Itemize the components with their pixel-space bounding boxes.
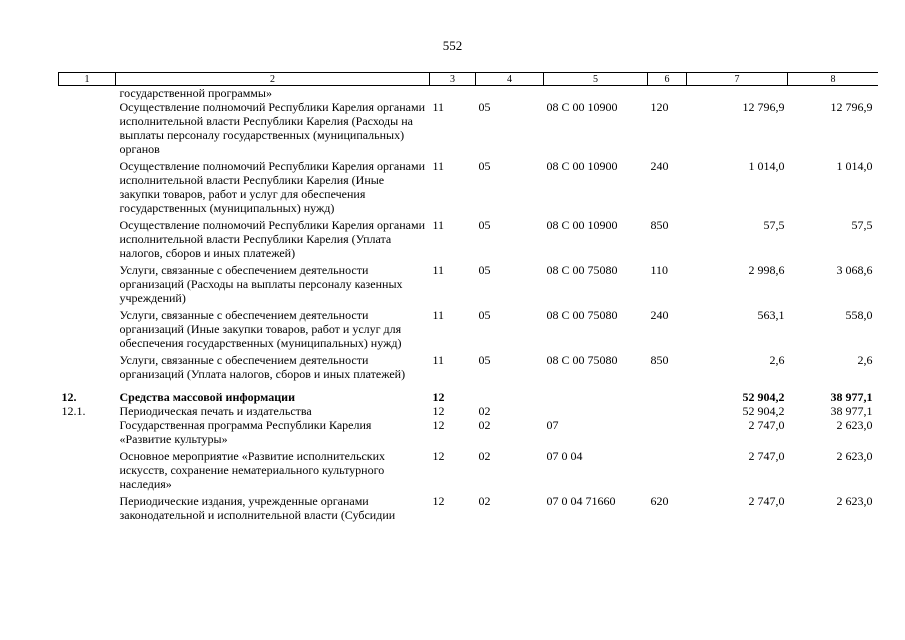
item-name-cell: Осуществление полномочий Республики Карелия органами исполнительной власти Республики Карелия (Расходы на выплаты персоналу государственных (муниципальных) органов xyxy=(119,100,426,156)
expense-type-cell xyxy=(648,418,687,449)
target-article-cell: 07 0 04 71660 xyxy=(546,494,616,508)
table-body xyxy=(59,86,879,526)
section-code-cell: 11 xyxy=(432,308,445,322)
item-name-cell: Осуществление полномочий Республики Карелия органами исполнительной власти Республики Карелия (Иные закупки товаров, работ и услуг для обеспечения государственных (муниципальных) нужд) xyxy=(119,159,426,215)
amount-year-2-cell: 3 068,6 xyxy=(836,263,873,277)
table-row xyxy=(59,159,879,218)
subsection-code-cell: 05 xyxy=(478,353,491,367)
section-code-cell: 12 xyxy=(432,494,445,508)
row-number-cell xyxy=(59,263,116,308)
column-header: 3 xyxy=(430,73,476,86)
expense-type-cell: 240 xyxy=(650,308,669,322)
table-row xyxy=(59,494,879,525)
section-code-cell: 11 xyxy=(432,159,445,173)
row-number-cell xyxy=(59,494,116,525)
target-article-cell: 07 xyxy=(546,418,559,432)
section-code-cell: 11 xyxy=(432,353,445,367)
item-name-cell: Услуги, связанные с обеспечением деятельности организаций (Расходы на выплаты персоналу казенных учреждений) xyxy=(119,263,403,305)
subsection-code-cell: 05 xyxy=(478,263,491,277)
amount-year-2-cell: 2 623,0 xyxy=(836,449,873,463)
budget-table-sheet xyxy=(58,72,878,640)
amount-year-1-cell: 52 904,2 xyxy=(742,390,785,404)
column-header: 8 xyxy=(788,73,879,86)
expense-type-cell: 110 xyxy=(650,263,669,277)
section-code-cell: 12 xyxy=(432,404,445,418)
subsection-code-cell xyxy=(476,390,544,404)
amount-year-1-cell: 2,6 xyxy=(769,353,785,367)
amount-year-2-cell: 12 796,9 xyxy=(830,100,873,114)
section-code-cell: 12 xyxy=(432,449,445,463)
amount-year-1-cell: 52 904,2 xyxy=(742,404,785,418)
amount-year-2-cell: 38 977,1 xyxy=(830,390,873,404)
row-number-cell xyxy=(59,353,116,384)
amount-year-1-cell: 2 747,0 xyxy=(748,494,785,508)
amount-year-2-cell: 1 014,0 xyxy=(836,159,873,173)
amount-year-1-cell: 12 796,9 xyxy=(742,100,785,114)
row-number-cell xyxy=(59,418,116,449)
continuation-text: государственной программы» xyxy=(119,86,272,100)
subsection-code-cell: 05 xyxy=(478,218,491,232)
expense-type-cell: 620 xyxy=(650,494,669,508)
table-row xyxy=(59,218,879,263)
amount-year-1-cell: 2 998,6 xyxy=(748,263,785,277)
table-row xyxy=(59,100,879,159)
column-header: 4 xyxy=(476,73,544,86)
expense-type-cell: 240 xyxy=(650,159,669,173)
expense-type-cell xyxy=(648,449,687,494)
item-name-cell: Периодическая печать и издательства xyxy=(119,404,312,418)
row-number-cell xyxy=(59,449,116,494)
column-number-header xyxy=(59,73,879,86)
item-name-cell: Государственная программа Республики Карелия «Развитие культуры» xyxy=(119,418,372,446)
item-name-cell: Услуги, связанные с обеспечением деятельности организаций (Иные закупки товаров, работ и услуг для обеспечения государственных (муниципальных) нужд) xyxy=(119,308,402,350)
continuation-row xyxy=(59,86,879,101)
table-row xyxy=(59,308,879,353)
budget-table xyxy=(58,72,878,525)
page-number: 552 xyxy=(442,38,463,53)
expense-type-cell: 120 xyxy=(650,100,669,114)
expense-type-cell xyxy=(648,404,687,418)
subsection-code-cell: 02 xyxy=(478,494,491,508)
table-row xyxy=(59,390,879,404)
amount-year-2-cell: 38 977,1 xyxy=(830,404,873,418)
amount-year-1-cell: 57,5 xyxy=(763,218,785,232)
subsection-code-cell: 02 xyxy=(478,449,491,463)
amount-year-1-cell: 2 747,0 xyxy=(748,418,785,432)
column-header: 7 xyxy=(687,73,788,86)
item-name-cell: Услуги, связанные с обеспечением деятельности организаций (Уплата налогов, сборов и иных платежей) xyxy=(119,353,406,381)
amount-year-1-cell: 2 747,0 xyxy=(748,449,785,463)
subsection-code-cell: 05 xyxy=(478,308,491,322)
table-row xyxy=(59,418,879,449)
subsection-code-cell: 02 xyxy=(478,418,491,432)
column-header: 6 xyxy=(648,73,687,86)
amount-year-1-cell: 563,1 xyxy=(757,308,785,322)
target-article-cell xyxy=(544,404,648,418)
section-code-cell: 11 xyxy=(432,100,445,114)
column-header: 2 xyxy=(116,73,430,86)
row-number-cell xyxy=(59,100,116,159)
target-article-cell xyxy=(544,390,648,404)
table-row xyxy=(59,263,879,308)
subsection-code-cell: 02 xyxy=(478,404,491,418)
target-article-cell: 08 С 00 75080 xyxy=(546,353,618,367)
row-number-cell: 12.1. xyxy=(61,404,86,418)
item-name-cell: Основное мероприятие «Развитие исполнительских искусств, сохранение нематериального культурного наследия» xyxy=(119,449,386,491)
item-name-cell: Периодические издания, учрежденные органами законодательной и исполнительной власти (Субсидии xyxy=(119,494,396,522)
target-article-cell: 08 С 00 75080 xyxy=(546,263,618,277)
row-number-cell xyxy=(59,308,116,353)
row-number-cell: 12. xyxy=(61,390,77,404)
section-code-cell: 11 xyxy=(432,218,445,232)
section-code-cell: 12 xyxy=(432,390,445,404)
amount-year-2-cell: 2 623,0 xyxy=(836,494,873,508)
subsection-code-cell: 05 xyxy=(478,159,491,173)
amount-year-2-cell: 2 623,0 xyxy=(836,418,873,432)
item-name-cell: Осуществление полномочий Республики Карелия органами исполнительной власти Республики Карелия (Уплата налогов, сборов и иных платежей) xyxy=(119,218,426,260)
amount-year-2-cell: 2,6 xyxy=(857,353,873,367)
target-article-cell: 08 С 00 10900 xyxy=(546,159,618,173)
amount-year-2-cell: 558,0 xyxy=(845,308,873,322)
section-code-cell: 12 xyxy=(432,418,445,432)
row-number-cell xyxy=(59,218,116,263)
subsection-code-cell: 05 xyxy=(478,100,491,114)
expense-type-cell: 850 xyxy=(650,218,669,232)
row-number-cell xyxy=(59,159,116,218)
table-row xyxy=(59,449,879,494)
expense-type-cell: 850 xyxy=(650,353,669,367)
column-header: 1 xyxy=(59,73,116,86)
amount-year-2-cell: 57,5 xyxy=(851,218,873,232)
target-article-cell: 08 С 00 10900 xyxy=(546,100,618,114)
section-code-cell: 11 xyxy=(432,263,445,277)
target-article-cell: 08 С 00 10900 xyxy=(546,218,618,232)
column-header: 5 xyxy=(544,73,648,86)
amount-year-1-cell: 1 014,0 xyxy=(748,159,785,173)
expense-type-cell xyxy=(648,390,687,404)
item-name-cell: Средства массовой информации xyxy=(119,390,295,404)
table-row xyxy=(59,353,879,384)
target-article-cell: 07 0 04 xyxy=(546,449,583,463)
target-article-cell: 08 С 00 75080 xyxy=(546,308,618,322)
table-row xyxy=(59,404,879,418)
